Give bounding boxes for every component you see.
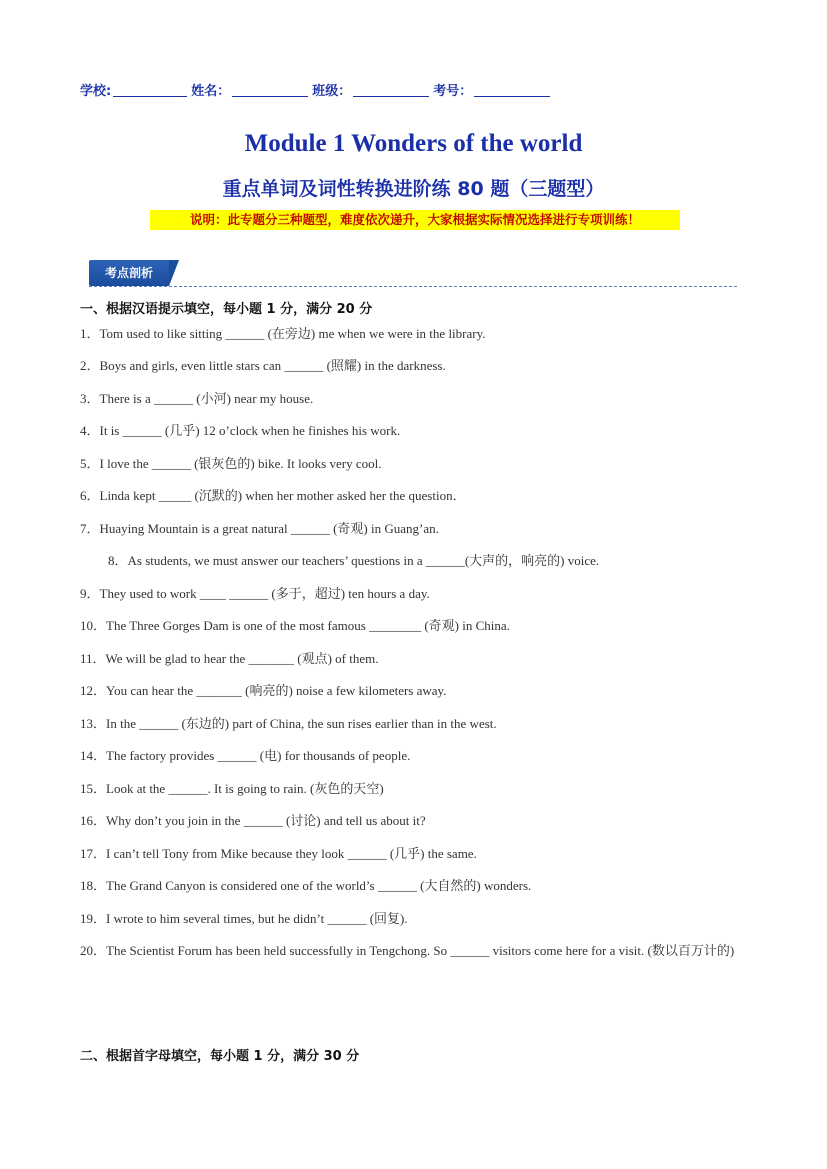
question-17: 17．I can’t tell Tony from Mike because they look ______ (几乎) the same. <box>80 846 477 861</box>
question-20: 20．The Scientist Forum has been held successfully in Tengchong. So ______ visitors come here for a visit. (数以百万计的) <box>80 943 735 958</box>
question-8: 8．As students, we must answer our teachers’ questions in a ______(大声的，响亮的) voice. <box>108 553 600 568</box>
question-15: 15．Look at the ______. It is going to rain. (灰色的天空) <box>80 781 384 796</box>
question-6: 6．Linda kept _____ (沉默的) when her mother asked her the question． <box>80 488 466 503</box>
page-title: Module 1 Wonders of the world <box>244 130 583 157</box>
number-label: 考号： <box>433 84 473 99</box>
page-subtitle: 重点单词及词性转换进阶练 80 题（三题型） <box>222 178 605 200</box>
number-blank[interactable] <box>474 82 550 97</box>
class-blank[interactable] <box>353 82 429 97</box>
question-3: 3．There is a ______ (小河) near my house. <box>80 391 314 406</box>
school-label: 学校: <box>80 84 112 99</box>
name-blank[interactable] <box>232 82 308 97</box>
class-label: 班级： <box>312 84 352 99</box>
question-10: 10．The Three Gorges Dam is one of the most famous ________ (奇观) in China. <box>80 618 510 633</box>
question-11: 11．We will be glad to hear the _______ (观点) of them. <box>80 651 379 666</box>
question-9: 9．They used to work ____ ______ (多于，超过) ten hours a day. <box>80 586 430 601</box>
school-blank[interactable] <box>113 82 187 97</box>
question-18: 18．The Grand Canyon is considered one of the world’s ______ (大自然的) wonders. <box>80 878 532 893</box>
question-16: 16．Why don’t you join in the ______ (讨论) and tell us about it? <box>80 813 426 828</box>
question-13: 13．In the ______ (东边的) part of China, the sun rises earlier than in the west. <box>80 716 497 731</box>
question-2: 2．Boys and girls, even little stars can ______ (照耀) in the darkness. <box>80 358 446 373</box>
section-tag-tip <box>169 260 179 286</box>
name-label: 姓名： <box>191 84 231 99</box>
section-tag: 考点剖析 <box>89 260 169 286</box>
dashed-divider <box>89 286 737 287</box>
question-4: 4．It is ______ (几乎) 12 o’clock when he finishes his work. <box>80 423 401 438</box>
question-12: 12．You can hear the _______ (响亮的) noise a few kilometers away. <box>80 683 447 698</box>
instruction-note: 说明：此专题分三种题型，难度依次递升，大家根据实际情况选择进行专项训练！ <box>150 210 680 230</box>
question-7: 7．Huaying Mountain is a great natural ______ (奇观) in Guang’an. <box>80 521 439 536</box>
section-2-heading: 二、根据首字母填空，每小题 1 分，满分 30 分 <box>80 1049 360 1064</box>
question-1: 1．Tom used to like sitting ______ (在旁边) me when we were in the library. <box>80 326 486 341</box>
question-14: 14．The factory provides ______ (电) for thousands of people. <box>80 748 411 763</box>
question-19: 19．I wrote to him several times, but he didn’t ______ (回复). <box>80 911 408 926</box>
student-info-line <box>80 80 554 99</box>
section-1-heading: 一、根据汉语提示填空，每小题 1 分，满分 20 分 <box>80 302 373 317</box>
question-5: 5．I love the ______ (银灰色的) bike. It looks very cool. <box>80 456 382 471</box>
